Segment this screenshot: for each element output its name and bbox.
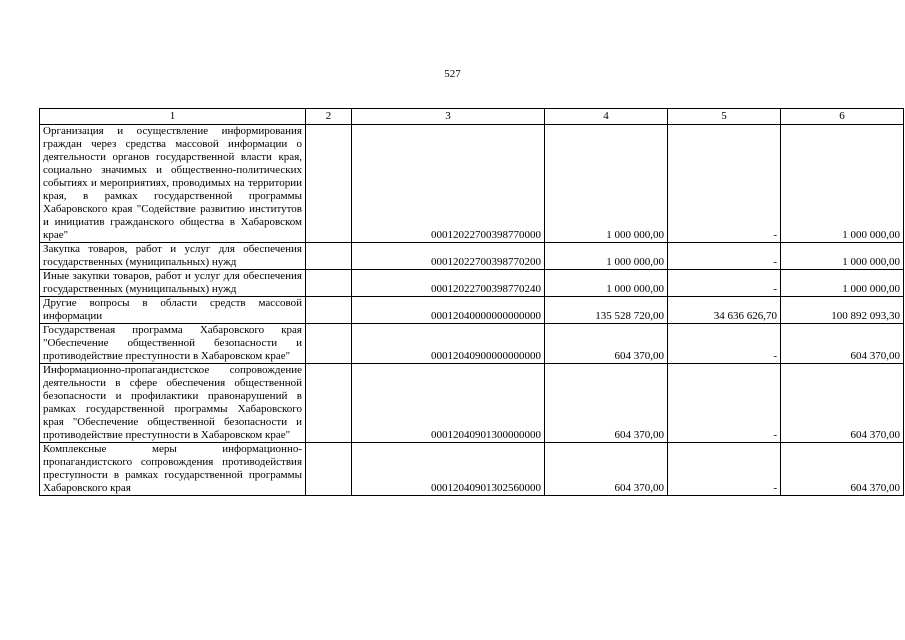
row-col2 bbox=[306, 297, 352, 324]
row-name: Информационно-пропагандистское сопровождение деятельности в сфере обеспечения общественной безопасности и профилактики правонарушений в рамках государственной программы Хабаровского края "Обеспечение общественной безопасности и противодействие преступности в Хабаровском крае" bbox=[40, 364, 306, 443]
row-name: Другие вопросы в области средств массовой информации bbox=[40, 297, 306, 324]
row-approved: 1 000 000,00 bbox=[545, 270, 668, 297]
row-col2 bbox=[306, 243, 352, 270]
row-name: Организация и осуществление информирования граждан через средства массовой информации о деятельности органов государственной власти края, социально значимых и общественно-политических событиях и мероприятиях, проводимых на территории края, в рамках государственной программы Хабаровского края "Содействие развитию институтов и инициатив гражданского общества в Хабаровском крае" bbox=[40, 125, 306, 243]
header-col-1: 1 bbox=[40, 109, 306, 125]
row-unexecuted: 1 000 000,00 bbox=[781, 243, 904, 270]
row-code: 00012040901302560000 bbox=[352, 443, 545, 496]
row-executed: - bbox=[668, 125, 781, 243]
row-code: 00012040000000000000 bbox=[352, 297, 545, 324]
row-name: Государственая программа Хабаровского края "Обеспечение общественной безопасности и противодействие преступности в Хабаровском крае" bbox=[40, 324, 306, 364]
table-row bbox=[40, 443, 904, 496]
row-executed: - bbox=[668, 270, 781, 297]
row-col2 bbox=[306, 443, 352, 496]
header-col-3: 3 bbox=[352, 109, 545, 125]
row-code: 00012040901300000000 bbox=[352, 364, 545, 443]
row-approved: 1 000 000,00 bbox=[545, 125, 668, 243]
row-name: Иные закупки товаров, работ и услуг для обеспечения государственных (муниципальных) нужд bbox=[40, 270, 306, 297]
row-col2 bbox=[306, 324, 352, 364]
row-code: 00012022700398770000 bbox=[352, 125, 545, 243]
row-unexecuted: 604 370,00 bbox=[781, 324, 904, 364]
row-unexecuted: 604 370,00 bbox=[781, 443, 904, 496]
table-row bbox=[40, 243, 904, 270]
table-row bbox=[40, 297, 904, 324]
row-col2 bbox=[306, 125, 352, 243]
row-name: Комплексные меры информационно-пропагандистского сопровождения противодействия преступности в рамках государственной программы Хабаровского края bbox=[40, 443, 306, 496]
row-name: Закупка товаров, работ и услуг для обеспечения государственных (муниципальных) нужд bbox=[40, 243, 306, 270]
row-approved: 135 528 720,00 bbox=[545, 297, 668, 324]
table-row bbox=[40, 125, 904, 243]
row-approved: 604 370,00 bbox=[545, 443, 668, 496]
row-executed: - bbox=[668, 443, 781, 496]
header-col-5: 5 bbox=[668, 109, 781, 125]
table-row bbox=[40, 324, 904, 364]
row-approved: 604 370,00 bbox=[545, 364, 668, 443]
row-col2 bbox=[306, 364, 352, 443]
row-executed: - bbox=[668, 324, 781, 364]
header-col-4: 4 bbox=[545, 109, 668, 125]
row-code: 00012040900000000000 bbox=[352, 324, 545, 364]
row-code: 00012022700398770240 bbox=[352, 270, 545, 297]
table-row bbox=[40, 364, 904, 443]
row-approved: 1 000 000,00 bbox=[545, 243, 668, 270]
table-header-row bbox=[40, 109, 904, 125]
row-unexecuted: 100 892 093,30 bbox=[781, 297, 904, 324]
row-unexecuted: 604 370,00 bbox=[781, 364, 904, 443]
row-code: 00012022700398770200 bbox=[352, 243, 545, 270]
row-col2 bbox=[306, 270, 352, 297]
row-executed: 34 636 626,70 bbox=[668, 297, 781, 324]
header-col-2: 2 bbox=[306, 109, 352, 125]
page-number: 527 bbox=[444, 68, 461, 80]
row-approved: 604 370,00 bbox=[545, 324, 668, 364]
row-executed: - bbox=[668, 364, 781, 443]
table-row bbox=[40, 270, 904, 297]
row-executed: - bbox=[668, 243, 781, 270]
header-col-6: 6 bbox=[781, 109, 904, 125]
row-unexecuted: 1 000 000,00 bbox=[781, 125, 904, 243]
budget-table bbox=[39, 108, 904, 496]
row-unexecuted: 1 000 000,00 bbox=[781, 270, 904, 297]
